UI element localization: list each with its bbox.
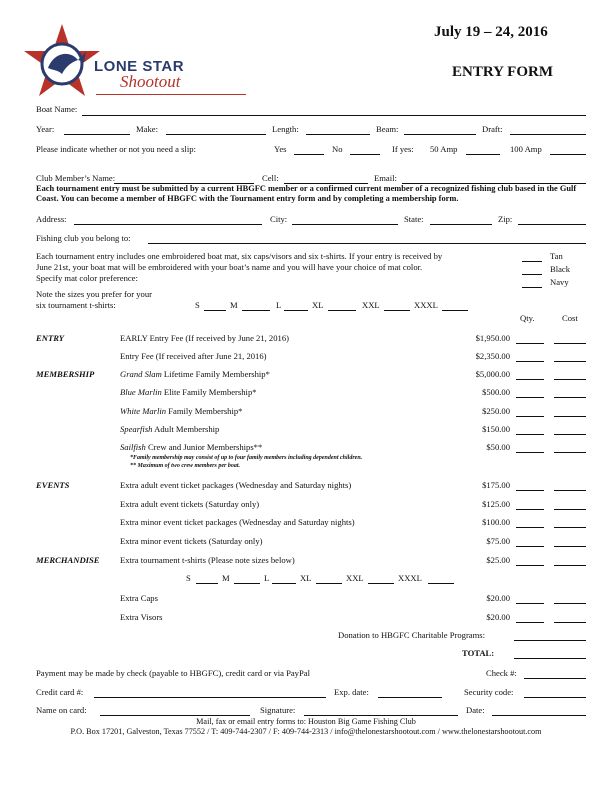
event-qty-field[interactable]	[516, 509, 544, 510]
zip-field[interactable]	[518, 224, 586, 225]
lone-star-logo	[22, 22, 252, 102]
slip-if-yes-label: If yes:	[392, 144, 414, 154]
membership-item-price: $500.00	[482, 387, 510, 397]
merch-size-m-field[interactable]	[234, 583, 260, 584]
membership-item-label	[120, 387, 257, 397]
event-item-label: Extra adult event tickets (Saturday only)	[120, 499, 260, 509]
section-membership: MEMBERSHIP	[36, 369, 95, 379]
membership-qty-field[interactable]	[516, 397, 544, 398]
size-s-field[interactable]	[204, 310, 226, 311]
form-title: ENTRY FORM	[452, 64, 553, 80]
merch-visors-price: $20.00	[486, 612, 510, 622]
membership-cost-field[interactable]	[554, 434, 586, 435]
membership-tier-name: Grand Slam	[120, 369, 162, 379]
membership-qty-field[interactable]	[516, 452, 544, 453]
merch-caps-qty-field[interactable]	[516, 603, 544, 604]
membership-item-price: $50.00	[486, 442, 510, 452]
membership-note-crew: ** Maximum of two crew members per boat.	[130, 463, 240, 469]
size-xxl-field[interactable]	[384, 310, 410, 311]
entry-item-label: EARLY Entry Fee (If received by June 21, 2016)	[120, 333, 289, 343]
membership-tier-name: White Marlin	[120, 406, 167, 416]
city-field[interactable]	[292, 224, 398, 225]
merch-size-xxl-label: XXL	[346, 573, 364, 583]
membership-qty-field[interactable]	[516, 434, 544, 435]
city-label: City:	[270, 214, 288, 224]
merch-size-xl-field[interactable]	[316, 583, 342, 584]
membership-cost-field[interactable]	[554, 452, 586, 453]
merch-tshirts-cost-field[interactable]	[554, 565, 586, 566]
merch-visors-label: Extra Visors	[120, 612, 163, 622]
merch-size-xxl-field[interactable]	[368, 583, 394, 584]
entry-cost-field[interactable]	[554, 361, 586, 362]
signature-field[interactable]	[304, 715, 458, 716]
membership-note-family: *Family membership may consist of up to four family members including dependent children.	[130, 455, 363, 461]
membership-tier-desc: Elite Family Membership*	[161, 387, 257, 397]
draft-field[interactable]	[510, 134, 586, 135]
make-label: Make:	[136, 124, 158, 134]
membership-tier-desc: Family Membership*	[166, 406, 243, 416]
merch-size-xxxl-field[interactable]	[428, 583, 454, 584]
year-field[interactable]	[64, 134, 130, 135]
size-xxl-label: XXL	[362, 300, 380, 310]
sizes-note-line1: Note the sizes you prefer for your	[36, 289, 152, 299]
membership-item-label	[120, 424, 219, 434]
donation-field[interactable]	[514, 640, 586, 641]
size-xxxl-label: XXXL	[414, 300, 438, 310]
event-dates: July 19 – 24, 2016	[434, 24, 548, 40]
merch-size-l-label: L	[264, 573, 270, 583]
size-s-label: S	[195, 300, 200, 310]
size-m-field[interactable]	[242, 310, 270, 311]
slip-yes-field[interactable]	[294, 154, 324, 155]
membership-tier-desc: Crew and Junior Memberships**	[145, 442, 263, 452]
entry-item-label: Entry Fee (If received after June 21, 2016)	[120, 351, 267, 361]
footer-mail-line: Mail, fax or email entry forms to: Houston Big Game Fishing Club	[196, 717, 416, 726]
event-qty-field[interactable]	[516, 527, 544, 528]
membership-notice: Each tournament entry must be submitted by a current HBGFC member or a confirmed current member of a recognized fishing club based in the Gulf Coast. You can become a member of HBGFC with the Tournament entry form and by completing a membership form.	[36, 184, 577, 203]
merch-size-m-label: M	[222, 573, 230, 583]
address-label: Address:	[36, 214, 67, 224]
year-label: Year:	[36, 124, 55, 134]
section-events: EVENTS	[36, 480, 70, 490]
entry-qty-field[interactable]	[516, 361, 544, 362]
entry-item-price: $1,950.00	[475, 333, 510, 343]
date-field[interactable]	[492, 715, 586, 716]
slip-no-label: No	[332, 144, 343, 154]
event-item-price: $100.00	[482, 517, 510, 527]
entry-qty-field[interactable]	[516, 343, 544, 344]
name-on-card-field[interactable]	[100, 715, 250, 716]
merch-size-xl-label: XL	[300, 573, 312, 583]
security-label: Security code:	[464, 687, 514, 697]
membership-item-label	[120, 406, 242, 416]
length-field[interactable]	[306, 134, 370, 135]
membership-qty-field[interactable]	[516, 379, 544, 380]
membership-tier-name: Spearfish	[120, 424, 153, 434]
membership-tier-desc: Adult Membership	[152, 424, 220, 434]
merch-caps-price: $20.00	[486, 593, 510, 603]
email-label: Email:	[374, 173, 397, 183]
state-label: State:	[404, 214, 424, 224]
draft-label: Draft:	[482, 124, 503, 134]
size-xl-label: XL	[312, 300, 324, 310]
membership-item-label	[120, 369, 270, 379]
merch-caps-label: Extra Caps	[120, 593, 158, 603]
event-item-label: Extra minor event ticket packages (Wednesday and Saturday nights)	[120, 517, 355, 527]
membership-cost-field[interactable]	[554, 379, 586, 380]
mat-tan-field[interactable]	[522, 261, 542, 262]
state-field[interactable]	[430, 224, 492, 225]
address-field[interactable]	[74, 224, 262, 225]
merch-visors-cost-field[interactable]	[554, 622, 586, 623]
slip-yes-label: Yes	[274, 144, 287, 154]
size-l-field[interactable]	[284, 310, 308, 311]
membership-item-price: $5,000.00	[475, 369, 510, 379]
cc-label: Credit card #:	[36, 687, 84, 697]
entry-item-price: $2,350.00	[475, 351, 510, 361]
entry-cost-field[interactable]	[554, 343, 586, 344]
merch-visors-qty-field[interactable]	[516, 622, 544, 623]
logo-text-line1: LONE STAR	[94, 58, 185, 75]
name-on-card-label: Name on card:	[36, 705, 87, 715]
payment-note: Payment may be made by check (payable to HBGFC), credit card or via PayPal	[36, 668, 310, 678]
membership-tier-name: Blue Marlin	[120, 387, 162, 397]
total-label: TOTAL:	[462, 648, 495, 658]
security-field[interactable]	[524, 697, 586, 698]
merch-tshirts-qty-field[interactable]	[516, 565, 544, 566]
event-qty-field[interactable]	[516, 490, 544, 491]
date-label: Date:	[466, 705, 485, 715]
boat-name-label: Boat Name:	[36, 104, 78, 114]
amp100-label: 100 Amp	[510, 144, 542, 154]
slip-no-field[interactable]	[350, 154, 380, 155]
size-xxxl-field[interactable]	[442, 310, 468, 311]
zip-label: Zip:	[498, 214, 513, 224]
club-member-label: Club Member’s Name:	[36, 173, 116, 183]
fishing-club-field[interactable]	[148, 243, 586, 244]
star-logo-icon	[22, 22, 102, 102]
event-qty-field[interactable]	[516, 546, 544, 547]
membership-tier-desc: Lifetime Family Membership*	[161, 369, 270, 379]
event-cost-field[interactable]	[554, 546, 586, 547]
event-cost-field[interactable]	[554, 527, 586, 528]
merch-caps-cost-field[interactable]	[554, 603, 586, 604]
mat-text-line3: Specify mat color preference:	[36, 273, 138, 283]
length-label: Length:	[272, 124, 299, 134]
cell-label: Cell:	[262, 173, 279, 183]
total-field[interactable]	[514, 658, 586, 659]
check-label: Check #:	[486, 668, 517, 678]
merch-tshirts-label: Extra tournament t-shirts (Please note sizes below)	[120, 555, 295, 565]
mat-black-field[interactable]	[522, 274, 542, 275]
membership-item-price: $250.00	[482, 406, 510, 416]
logo-text-line2: Shootout	[120, 72, 181, 91]
sizes-note-line2: six tournament t-shirts:	[36, 300, 116, 310]
make-field[interactable]	[166, 134, 266, 135]
merch-tshirts-price: $25.00	[486, 555, 510, 565]
cost-header: Cost	[562, 313, 578, 323]
membership-cost-field[interactable]	[554, 397, 586, 398]
size-m-label: M	[230, 300, 238, 310]
amp100-field[interactable]	[550, 154, 586, 155]
merch-size-s-field[interactable]	[196, 583, 218, 584]
merch-size-s-label: S	[186, 573, 191, 583]
slip-question: Please indicate whether or not you need a slip:	[36, 144, 196, 154]
beam-field[interactable]	[404, 134, 476, 135]
exp-field[interactable]	[378, 697, 442, 698]
size-l-label: L	[276, 300, 282, 310]
membership-item-price: $150.00	[482, 424, 510, 434]
membership-tier-name: Sailfish	[120, 442, 146, 452]
event-item-price: $175.00	[482, 480, 510, 490]
mat-color-black: Black	[550, 264, 571, 274]
event-item-price: $125.00	[482, 499, 510, 509]
amp50-field[interactable]	[466, 154, 500, 155]
mat-navy-field[interactable]	[522, 287, 542, 288]
signature-label: Signature:	[260, 705, 296, 715]
check-field[interactable]	[524, 678, 586, 679]
size-xl-field[interactable]	[328, 310, 356, 311]
mat-text-line2: June 21st, your boat mat will be embroidered with your boat’s name and you will have your choice of mat color.	[36, 262, 423, 272]
cc-field[interactable]	[94, 697, 326, 698]
fishing-club-label: Fishing club you belong to:	[36, 233, 131, 243]
boat-name-field[interactable]	[82, 115, 586, 116]
logo-underline	[96, 94, 246, 95]
mat-color-navy: Navy	[550, 277, 569, 287]
amp50-label: 50 Amp	[430, 144, 458, 154]
membership-qty-field[interactable]	[516, 416, 544, 417]
membership-cost-field[interactable]	[554, 416, 586, 417]
membership-item-label	[120, 442, 262, 452]
exp-label: Exp. date:	[334, 687, 369, 697]
event-cost-field[interactable]	[554, 490, 586, 491]
mat-text-line1: Each tournament entry includes one embroidered boat mat, six caps/visors and six t-shirts. If your entry is received by	[36, 251, 443, 261]
qty-header: Qty.	[520, 313, 535, 323]
event-cost-field[interactable]	[554, 509, 586, 510]
donation-label: Donation to HBGFC Charitable Programs:	[338, 630, 486, 640]
event-item-label: Extra adult event ticket packages (Wednesday and Saturday nights)	[120, 480, 352, 490]
beam-label: Beam:	[376, 124, 399, 134]
event-item-price: $75.00	[486, 536, 510, 546]
event-item-label: Extra minor event tickets (Saturday only)	[120, 536, 263, 546]
merch-size-xxxl-label: XXXL	[398, 573, 422, 583]
footer-contact-line: P.O. Box 17201, Galveston, Texas 77552 / T: 409-744-2307 / F: 409-744-2313 / info@thelonestarshootout.com / www.thelonestarshootout.com	[70, 727, 542, 736]
merch-size-l-field[interactable]	[272, 583, 296, 584]
section-entry: ENTRY	[36, 333, 65, 343]
section-merchandise: MERCHANDISE	[36, 555, 100, 565]
mat-color-tan: Tan	[550, 251, 563, 261]
